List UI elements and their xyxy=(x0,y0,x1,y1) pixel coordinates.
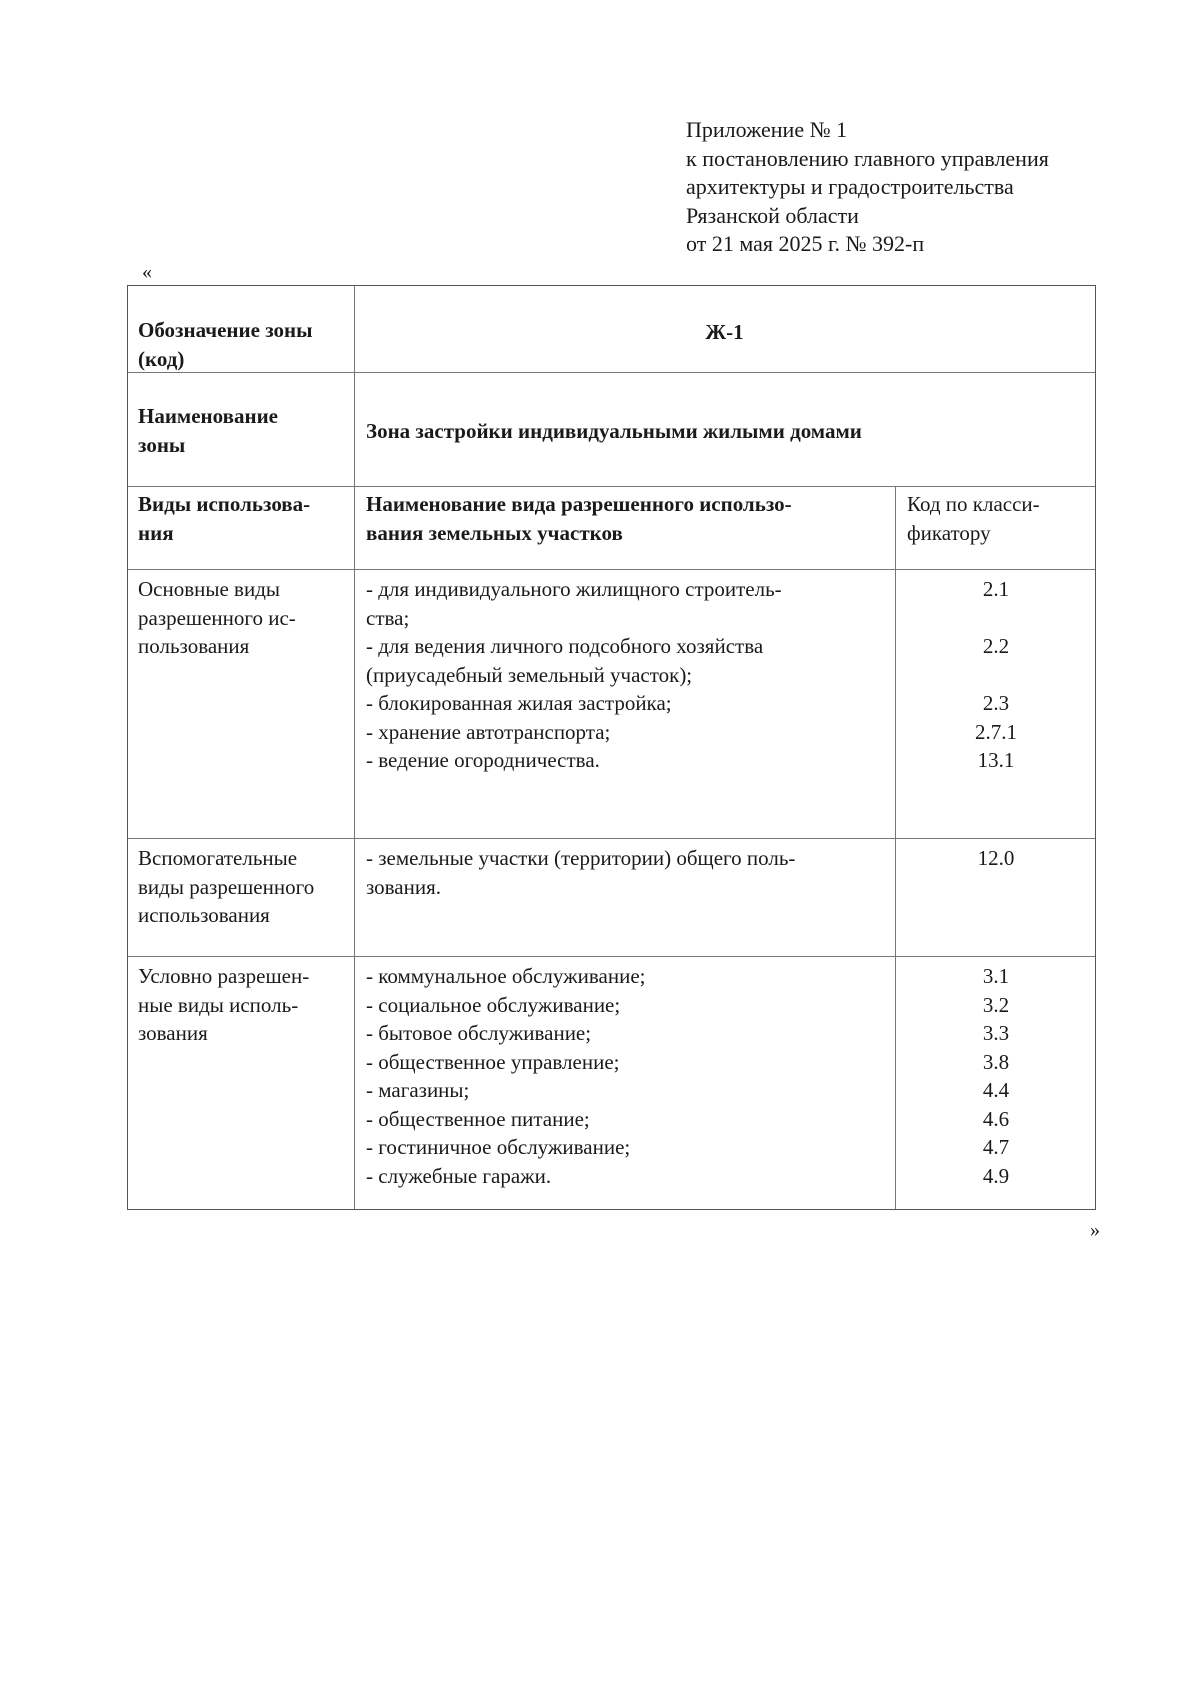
appendix-header xyxy=(686,116,1049,259)
code-value: 2.2 xyxy=(982,634,1010,658)
zone-code-value: Ж-1 xyxy=(705,320,744,344)
code-value: 3.2 xyxy=(982,992,1010,1017)
label-line: использования xyxy=(138,903,270,927)
auxiliary-usage-label xyxy=(138,844,352,930)
zone-name-value: Зона застройки индивидуальными жилыми домами xyxy=(366,419,862,443)
code-value xyxy=(895,604,1097,633)
label-line: Условно разрешен- xyxy=(138,964,310,988)
appendix-line: Приложение № 1 xyxy=(686,117,848,142)
header-line: ния xyxy=(138,520,174,545)
zone-code-label xyxy=(138,316,348,373)
label-line: зования xyxy=(138,1021,208,1045)
conditional-usage-label xyxy=(138,962,352,1048)
conditional-usage-codes xyxy=(895,962,1097,1190)
column-divider xyxy=(354,286,355,1209)
zone-name-label xyxy=(138,402,348,459)
label-line: (код) xyxy=(138,346,185,371)
auxiliary-usage-items xyxy=(366,844,891,901)
list-item: - блокированная жилая застройка; xyxy=(366,691,672,715)
label-line: Основные виды xyxy=(138,577,281,601)
list-item: - бытовое обслуживание; xyxy=(366,1021,592,1045)
main-usage-label xyxy=(138,575,352,661)
auxiliary-usage-codes xyxy=(895,844,1097,873)
appendix-line: от 21 мая 2025 г. № 392-п xyxy=(686,231,925,256)
appendix-line: архитектуры и градостроительства xyxy=(686,174,1014,199)
list-item: - земельные участки (территории) общего поль- xyxy=(366,846,796,870)
list-item: - для индивидуального жилищного строитель- xyxy=(366,577,782,601)
header-line: вания земельных участков xyxy=(366,520,623,545)
list-item: ства; xyxy=(366,605,410,630)
label-line: Наименование xyxy=(138,404,278,428)
code-value: 2.3 xyxy=(982,691,1010,715)
list-item: - общественное управление; xyxy=(366,1049,620,1074)
closing-quote: » xyxy=(1090,1219,1100,1241)
label-line: Обозначение зоны xyxy=(138,318,313,342)
code-value: 4.6 xyxy=(982,1106,1010,1131)
main-usage-codes xyxy=(895,575,1097,775)
appendix-line: Рязанской области xyxy=(686,202,859,228)
list-item: - хранение автотранспорта; xyxy=(366,719,611,744)
code-value: 4.4 xyxy=(982,1078,1010,1102)
code-value xyxy=(895,661,1097,690)
code-value: 3.3 xyxy=(982,1021,1010,1045)
list-item: - коммунальное обслуживание; xyxy=(366,964,646,988)
label-line: ные виды исполь- xyxy=(138,992,299,1017)
code-value: 2.1 xyxy=(982,577,1010,601)
list-item: зования. xyxy=(366,874,442,899)
header-classifier-code xyxy=(907,490,1092,547)
code-value: 4.9 xyxy=(982,1163,1010,1188)
zone-table xyxy=(127,285,1096,1210)
label-line: виды разрешенного xyxy=(138,874,315,899)
row-divider xyxy=(128,569,1095,570)
code-value: 2.7.1 xyxy=(975,719,1017,744)
list-item: (приусадебный земельный участок); xyxy=(366,662,693,687)
code-value: 3.1 xyxy=(982,964,1010,988)
list-item: - общественное питание; xyxy=(366,1106,590,1131)
label-line: разрешенного ис- xyxy=(138,605,296,630)
opening-quote: « xyxy=(142,261,152,283)
label-line: Вспомогательные xyxy=(138,846,298,870)
header-line: Код по класси- xyxy=(907,492,1040,516)
list-item: - служебные гаражи. xyxy=(366,1163,552,1188)
code-value: 3.8 xyxy=(982,1049,1010,1074)
header-line: Виды использова- xyxy=(138,492,311,516)
main-usage-items xyxy=(366,575,891,775)
header-line: Наименование вида разрешенного использо- xyxy=(366,492,792,516)
list-item: - гостиничное обслуживание; xyxy=(366,1135,631,1159)
header-usage-types xyxy=(138,490,348,547)
list-item: - для ведения личного подсобного хозяйства xyxy=(366,634,764,658)
code-value: 4.7 xyxy=(982,1135,1010,1159)
list-item: - социальное обслуживание; xyxy=(366,992,621,1017)
row-divider xyxy=(128,486,1095,487)
label-line: зоны xyxy=(138,432,186,457)
appendix-line: к постановлению главного управления xyxy=(686,145,1049,171)
header-usage-name xyxy=(366,490,886,547)
code-value: 13.1 xyxy=(977,748,1015,772)
row-divider xyxy=(128,838,1095,839)
list-item: - ведение огородничества. xyxy=(366,748,600,772)
label-line: пользования xyxy=(138,634,250,658)
row-divider xyxy=(128,956,1095,957)
list-item: - магазины; xyxy=(366,1078,470,1102)
header-line: фикатору xyxy=(907,520,991,545)
code-value: 12.0 xyxy=(977,846,1015,870)
conditional-usage-items xyxy=(366,962,891,1190)
